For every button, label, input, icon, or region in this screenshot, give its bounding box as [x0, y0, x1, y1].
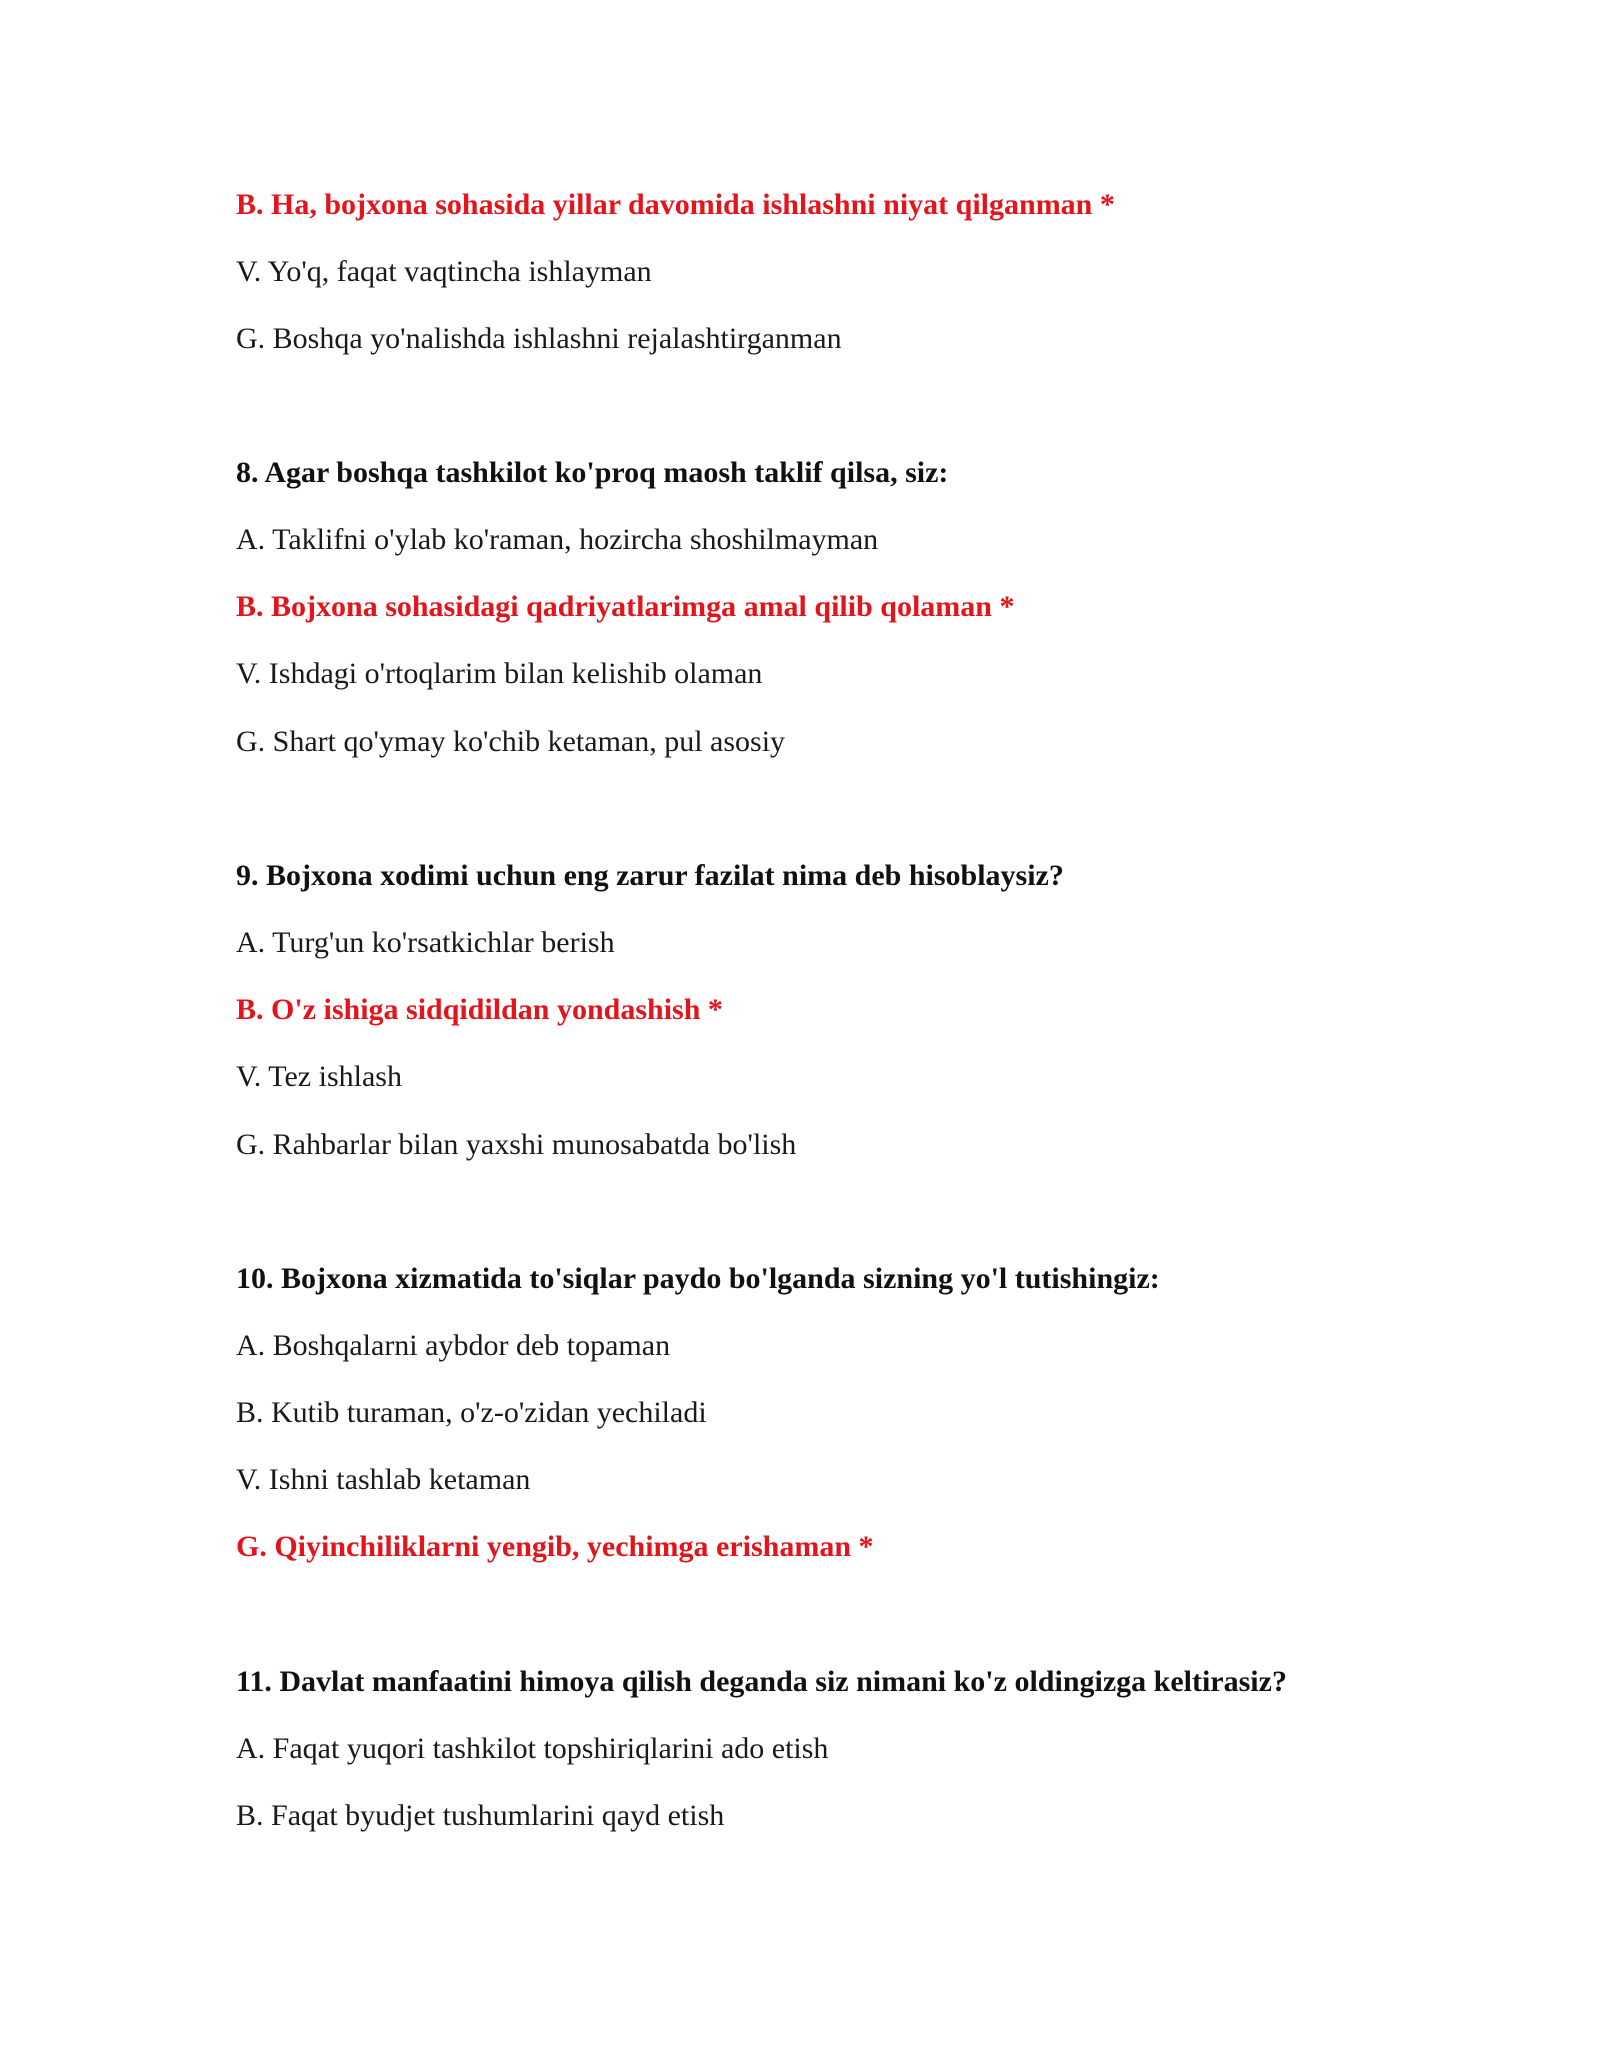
q11-option-a: A. Faqat yuqori tashkilot topshiriqlarini ado etish: [236, 1732, 829, 1765]
q9-question: 9. Bojxona xodimi uchun eng zarur fazilat nima deb hisoblaysiz?: [236, 859, 1064, 892]
q9-option-b-correct: B. O'z ishiga sidqidildan yondashish *: [236, 993, 723, 1026]
q10-question: 10. Bojxona xizmatida to'siqlar paydo bo'lganda sizning yo'l tutishingiz:: [236, 1262, 1160, 1295]
q8-option-g: G. Shart qo'ymay ko'chib ketaman, pul asosiy: [236, 725, 786, 758]
q11-question: 11. Davlat manfaatini himoya qilish deganda siz nimani ko'z oldingizga keltirasiz?: [236, 1665, 1287, 1698]
q10-option-g-correct: G. Qiyinchiliklarni yengib, yechimga erishaman *: [236, 1530, 874, 1563]
q7-option-v: V. Yo'q, faqat vaqtincha ishlayman: [236, 255, 652, 288]
q7-option-g: G. Boshqa yo'nalishda ishlashni rejalashtirganman: [236, 322, 842, 355]
q8-option-b-correct: B. Bojxona sohasidagi qadriyatlarimga amal qilib qolaman *: [236, 590, 1015, 623]
q8-option-a: A. Taklifni o'ylab ko'raman, hozircha shoshilmayman: [236, 523, 879, 556]
q9-option-a: A. Turg'un ko'rsatkichlar berish: [236, 926, 615, 959]
q10-option-v: V. Ishni tashlab ketaman: [236, 1463, 531, 1496]
q10-option-b: B. Kutib turaman, o'z-o'zidan yechiladi: [236, 1396, 707, 1429]
q8-question: 8. Agar boshqa tashkilot ko'proq maosh taklif qilsa, siz:: [236, 456, 949, 489]
q9-option-g: G. Rahbarlar bilan yaxshi munosabatda bo'lish: [236, 1128, 797, 1161]
q9-option-v: V. Tez ishlash: [236, 1060, 402, 1093]
q7-option-b-correct: B. Ha, bojxona sohasida yillar davomida ishlashni niyat qilganman *: [236, 188, 1115, 221]
q8-option-v: V. Ishdagi o'rtoqlarim bilan kelishib olaman: [236, 657, 763, 690]
q10-option-a: A. Boshqalarni aybdor deb topaman: [236, 1329, 671, 1362]
q11-option-b: B. Faqat byudjet tushumlarini qayd etish: [236, 1799, 725, 1832]
